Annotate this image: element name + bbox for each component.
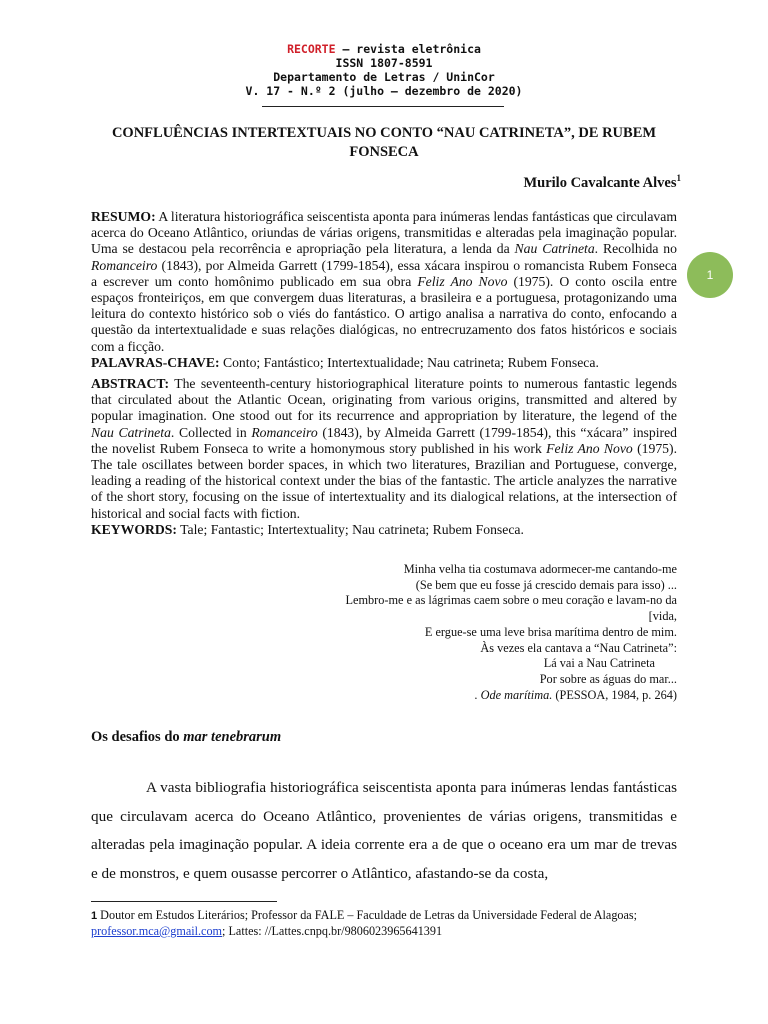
- author-email-link[interactable]: professor.mca@gmail.com: [91, 924, 223, 938]
- footnote-line-1: [91, 908, 681, 924]
- section-heading-italic: mar tenebrarum: [183, 729, 282, 745]
- author-name: Murilo Cavalcante Alves: [523, 174, 677, 191]
- resumo-text: A literatura historiográfica seiscentista aponta para inúmeras lendas fantásticas que circulavam acerca do Oceano Atlântico, oriundas de várias origens, transmitidas e alteradas pela imaginação popular. Uma se destacou pela recorrência e apropriação pela literatura, a lenda da: [91, 209, 677, 257]
- resumo-text: (1843), por Almeida Garrett (1799-1854), essa xácara inspirou o romancista Rubem Fonseca a escrever um conto homônimo publicado em sua obra: [91, 257, 677, 289]
- abstract-italic: Feliz Ano Novo: [546, 440, 633, 456]
- epigraph-citation: [257, 688, 677, 704]
- author-footnote-mark: 1: [676, 173, 681, 183]
- resumo-text: (1975). O conto oscila entre espaços fronteiriços, em que convergem duas literaturas, a brasileira e a portuguesa, protagonizando uma leitura do contexto histórico sob o viés do fantástico. O artigo analisa a narrativa do conto, enfocando a questão da intertextualidade e suas relações dialógicas, no entrecruzamento dos fatos históricos e sociais com a ficção.: [91, 273, 678, 354]
- epigraph-line: Minha velha tia costumava adormecer-me cantando-me: [403, 562, 677, 576]
- journal-volume: V. 17 - N.º 2 (julho – dezembro de 2020): [245, 84, 523, 98]
- page-number-badge: 1: [687, 252, 733, 298]
- epigraph-line: [vida,: [648, 609, 677, 624]
- palavras-chave: [91, 355, 677, 371]
- paper-title: CONFLUÊNCIAS INTERTEXTUAIS NO CONTO “NAU CATRINETA”, DE RUBEM FONSECA: [111, 125, 657, 160]
- keywords-text: Tale; Fantastic; Intertextuality; Nau catrineta; Rubem Fonseca.: [176, 521, 524, 537]
- author-line: [523, 173, 681, 192]
- footnote-line-2: [91, 924, 681, 939]
- header-divider: [262, 106, 504, 107]
- resumo-text: . Recolhida no: [594, 241, 677, 257]
- palavras-chave-label: PALAVRAS-CHAVE:: [91, 354, 220, 370]
- abstract-text: (1975). The tale oscillates between border spaces, in which two literatures, Brazilian and Portuguese, converge, leading a reading of the historical context under the bias of the fantastic. The article analyzes the narrative of the short story, focusing on the issue of intertextuality and its dialogical relations, at the intersection of historical and social facts with fiction.: [91, 440, 677, 521]
- footnote-text: Doutor em Estudos Literários; Professor da FALE – Faculdade de Letras da Universidade Federal de Alagoas;: [97, 908, 638, 922]
- section-heading-text: Os desafios do: [91, 729, 184, 745]
- footnote-divider: [91, 901, 277, 902]
- keywords: [91, 522, 677, 538]
- abstract-text: The seventeenth-century historiographical literature points to numerous fantastic legends that circulated about the Atlantic Ocean, originating from various origins, transmitted and altered by popular imagination. One stood out for its recurrence and appropriation by literature, the legend of the: [91, 376, 677, 424]
- resumo-italic: Feliz Ano Novo: [417, 273, 508, 289]
- section-heading: [91, 729, 281, 746]
- lattes-text: ; Lattes: //Lattes.cnpq.br/9806023965641391: [222, 924, 443, 938]
- footnote: [91, 908, 681, 939]
- epigraph-line: Às vezes ela cantava a “Nau Catrineta”:: [480, 640, 677, 655]
- citation-work: Ode marítima.: [480, 687, 553, 702]
- body-paragraph: A vasta bibliografia historiográfica seiscentista aponta para inúmeras lendas fantásticas que circulavam acerca do Oceano Atlântico, provenientes de várias origens, transmitidas e alteradas pela imaginação popular. A ideia corrente era a de que o oceano era um mar de trevas e de monstros, e quem ousasse percorrer o Atlântico, afastando-se da costa,: [91, 779, 677, 882]
- epigraph-line: Por sobre as águas do mar...: [539, 671, 677, 686]
- journal-subtitle: – revista eletrônica: [335, 42, 481, 56]
- abstract-paragraph: [91, 376, 677, 522]
- resumo-label: RESUMO:: [91, 209, 156, 224]
- journal-issn: ISSN 1807-8591: [335, 56, 433, 70]
- epigraph-line: Lembro-me e as lágrimas caem sobre o meu coração e lavam-no da: [345, 593, 677, 608]
- abstract-text: . Collected in: [170, 424, 252, 440]
- abstract-italic: Nau Catrineta: [91, 424, 171, 440]
- journal-department: Departamento de Letras / UninCor: [273, 70, 495, 84]
- citation-prefix: .: [474, 687, 481, 702]
- resumo-section: [91, 209, 677, 371]
- epigraph-line: (Se bem que eu fosse já crescido demais para isso) ...: [415, 577, 677, 592]
- epigraph: [257, 562, 677, 703]
- keywords-label: KEYWORDS:: [91, 521, 177, 537]
- epigraph-line: Lá vai a Nau Catrineta: [543, 656, 655, 671]
- resumo-italic: Romanceiro: [91, 257, 158, 273]
- footnote-mark: 1: [91, 910, 98, 922]
- journal-name: RECORTE: [287, 42, 336, 56]
- abstract-section: [91, 376, 677, 538]
- abstract-label: ABSTRACT:: [91, 376, 170, 391]
- resumo-italic: Nau Catrineta: [514, 241, 595, 257]
- resumo-paragraph: [91, 209, 677, 355]
- abstract-italic: Romanceiro: [251, 424, 318, 440]
- journal-title-line: [0, 42, 768, 56]
- citation-ref: (PESSOA, 1984, p. 264): [552, 687, 677, 702]
- epigraph-line: E ergue-se uma leve brisa marítima dentro de mim.: [424, 624, 677, 639]
- palavras-chave-text: Conto; Fantástico; Intertextualidade; Nau catrineta; Rubem Fonseca.: [219, 354, 599, 370]
- abstract-text: (1843), by Almeida Garrett (1799-1854), this “xácara” inspired the novelist Rubem Fonseca to write a homonymous story published in his work: [91, 424, 677, 456]
